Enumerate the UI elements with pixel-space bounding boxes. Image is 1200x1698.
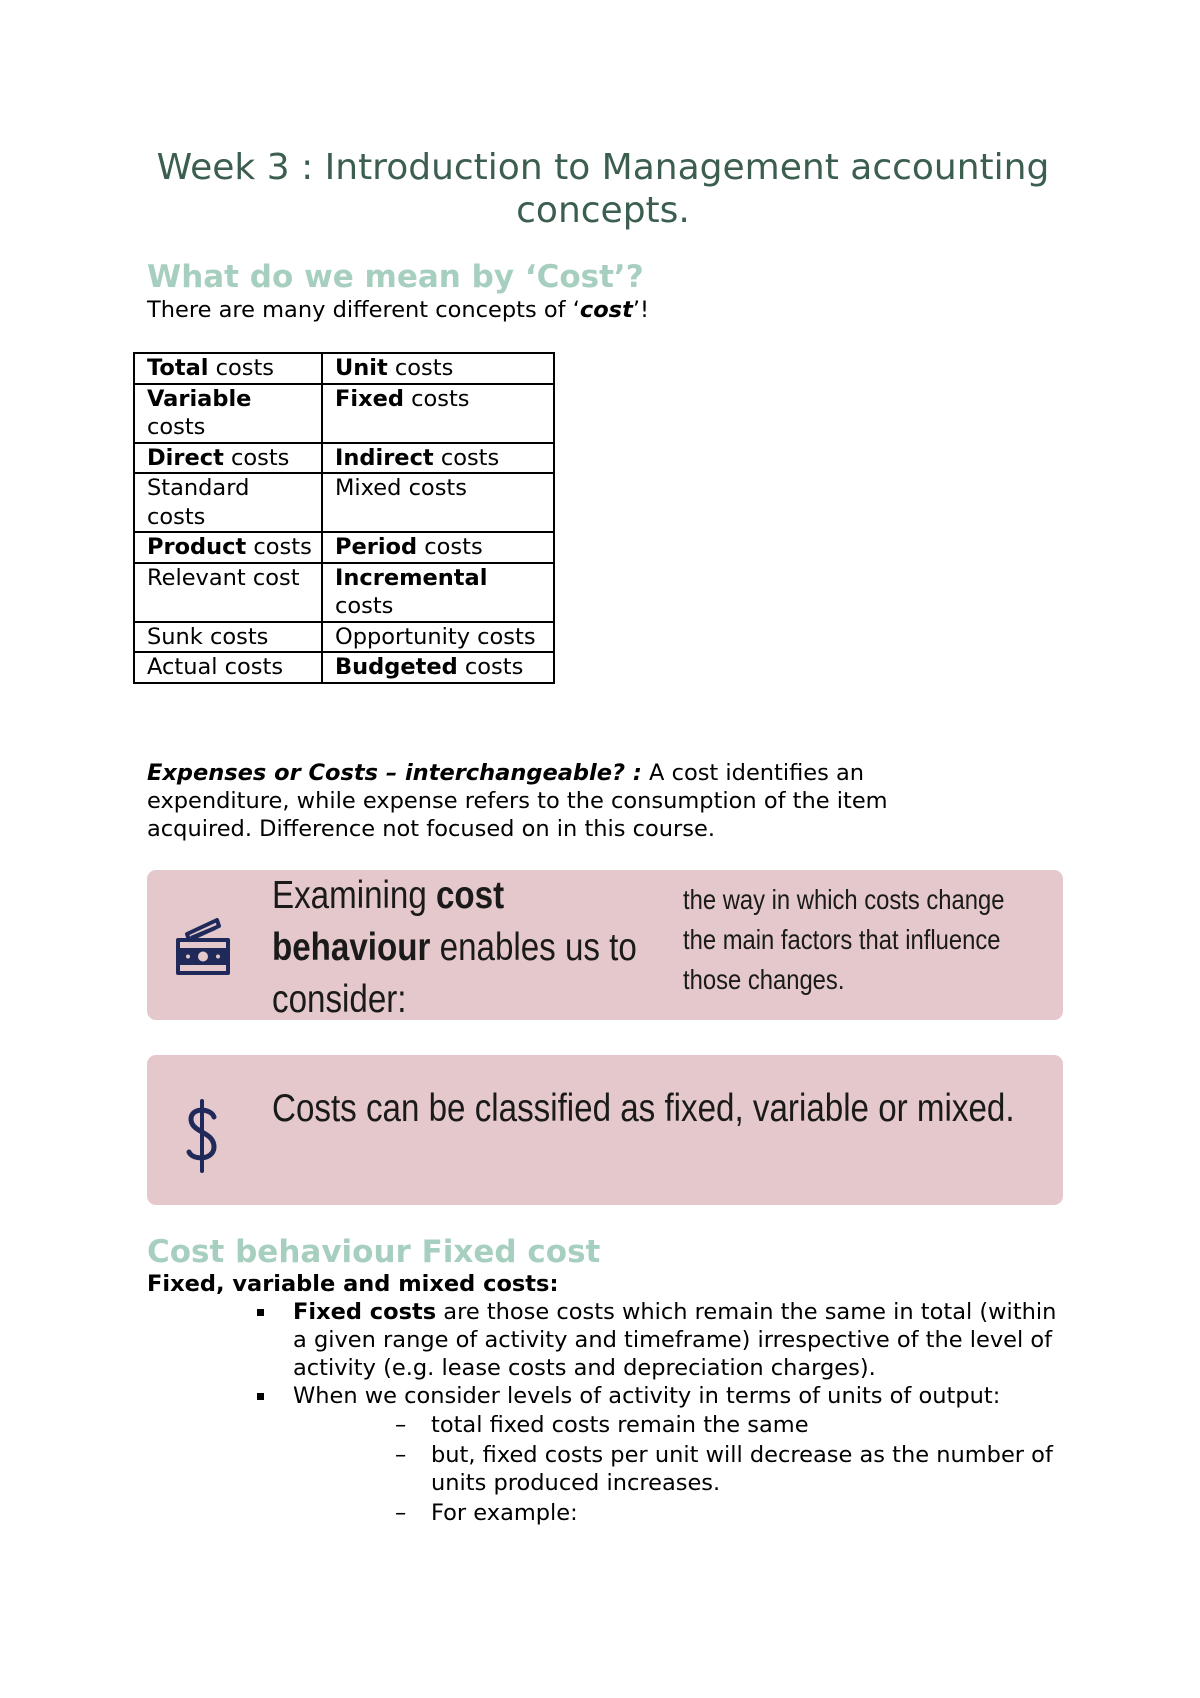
- section-subheading: Fixed, variable and mixed costs:: [147, 1271, 559, 1297]
- table-cell: [322, 563, 554, 622]
- cost-table-body: [134, 353, 554, 683]
- table-cell: [134, 384, 322, 443]
- money-icon: [175, 918, 231, 980]
- table-cell: [322, 622, 554, 653]
- cell-bold-text: Variable: [147, 385, 252, 412]
- expenses-paragraph: [147, 759, 947, 843]
- cell-text: Mixed costs: [335, 475, 467, 501]
- cell-bold-text: Total: [147, 355, 209, 381]
- table-row: [134, 473, 554, 532]
- page-title-line1: Week 3 : Introduction to Management accounting: [156, 147, 1050, 188]
- table-cell: [322, 353, 554, 384]
- table-cell: [134, 532, 322, 563]
- table-row: [134, 652, 554, 683]
- cell-text: costs: [417, 534, 483, 560]
- table-row: [134, 443, 554, 474]
- cell-bold-text: Unit: [335, 355, 388, 381]
- cell-text: costs: [433, 444, 500, 471]
- callout-line1-bold: cost: [435, 874, 505, 917]
- cell-text: costs: [246, 534, 312, 560]
- callout-line2-bold: behaviour: [272, 926, 431, 969]
- table-cell: [134, 563, 322, 622]
- callout-line3: consider:: [272, 978, 407, 1021]
- cell-text: costs: [335, 593, 394, 619]
- table-cell: [134, 353, 322, 384]
- callout-side-line2: the main factors that influence: [683, 924, 1001, 955]
- cell-text: Actual costs: [147, 654, 284, 680]
- callout-side-text: [683, 880, 1004, 1000]
- page-title-line2: concepts.: [516, 190, 690, 231]
- cell-text: costs: [208, 355, 275, 381]
- cell-text: costs: [403, 385, 470, 412]
- section-heading-fixed-cost: Cost behaviour Fixed cost: [147, 1234, 601, 1270]
- cell-bold-text: Indirect: [335, 444, 434, 471]
- cell-text: costs: [147, 414, 206, 440]
- cell-text: Opportunity costs: [335, 623, 536, 650]
- cell-text: Relevant cost: [147, 564, 300, 591]
- table-row: [134, 532, 554, 563]
- expenses-label: Expenses or Costs – interchangeable? :: [147, 760, 642, 786]
- dash-list: [395, 1411, 1069, 1527]
- cell-bold-text: Period: [335, 534, 418, 560]
- cell-bold-text: Budgeted: [335, 654, 458, 680]
- section-heading-cost: What do we mean by ‘Cost’?: [147, 259, 644, 295]
- table-cell: [322, 473, 554, 532]
- list-item: [249, 1382, 1069, 1527]
- dash-item: – but, fixed costs per unit will decrease as the number of units produced increases.: [395, 1441, 1069, 1497]
- intro-paragraph: [147, 296, 649, 324]
- bullet2-text: When we consider levels of activity in terms of units of output:: [293, 1383, 1001, 1409]
- cell-bold-text: Direct: [147, 444, 224, 471]
- cost-behaviour-callout: [147, 870, 1063, 1020]
- list-item: [249, 1298, 1069, 1382]
- cell-text: costs: [223, 444, 290, 471]
- classification-callout: [147, 1055, 1063, 1205]
- cell-text: Sunk costs: [147, 623, 269, 650]
- cell-bold-text: Fixed: [335, 385, 404, 412]
- bullet1-text: are those costs which remain the same in total (within a given range of activity and timeframe) irrespective of the level of activity (e.g. lease costs and depreciation charges).: [293, 1299, 1057, 1381]
- dollar-icon: [185, 1097, 219, 1179]
- table-row: [134, 563, 554, 622]
- table-cell: [134, 652, 322, 683]
- table-cell: [322, 652, 554, 683]
- callout-side-line3: those changes.: [683, 964, 845, 995]
- callout-line2-normal: enables us to: [430, 926, 637, 969]
- table-cell: [134, 443, 322, 474]
- table-cell: [322, 384, 554, 443]
- classification-text: Costs can be classified as fixed, variable or mixed.: [272, 1087, 1015, 1130]
- cell-bold-text: Product: [147, 534, 247, 560]
- callout-main-text: [272, 870, 637, 1026]
- table-cell: [322, 443, 554, 474]
- page-title: [130, 146, 1076, 232]
- intro-prefix: There are many different concepts of ‘: [147, 297, 580, 323]
- intro-suffix: ’!: [632, 297, 649, 323]
- cost-concepts-table: [133, 352, 555, 684]
- table-row: [134, 384, 554, 443]
- table-row: [134, 353, 554, 384]
- bullet1-bold: Fixed costs: [293, 1299, 437, 1325]
- cell-bold-text: Incremental: [335, 564, 488, 591]
- cell-text: costs: [387, 355, 454, 381]
- table-cell: [322, 532, 554, 563]
- expenses-text: A cost identifies an expenditure, while expense refers to the consumption of the item acquired. Difference not focused on in this course.: [147, 760, 888, 842]
- table-row: [134, 622, 554, 653]
- callout-side-line1: the way in which costs change: [683, 884, 1005, 915]
- cell-text: costs: [457, 654, 524, 680]
- cell-text: Standard costs: [147, 475, 250, 530]
- table-cell: [134, 473, 322, 532]
- callout-line1-normal: Examining: [272, 874, 436, 917]
- dash-item: – total fixed costs remain the same: [395, 1411, 1069, 1439]
- fixed-cost-bullets: [249, 1298, 1069, 1529]
- dash-item: – For example:: [395, 1499, 1069, 1527]
- table-cell: [134, 622, 322, 653]
- intro-emphasis: cost: [579, 297, 633, 323]
